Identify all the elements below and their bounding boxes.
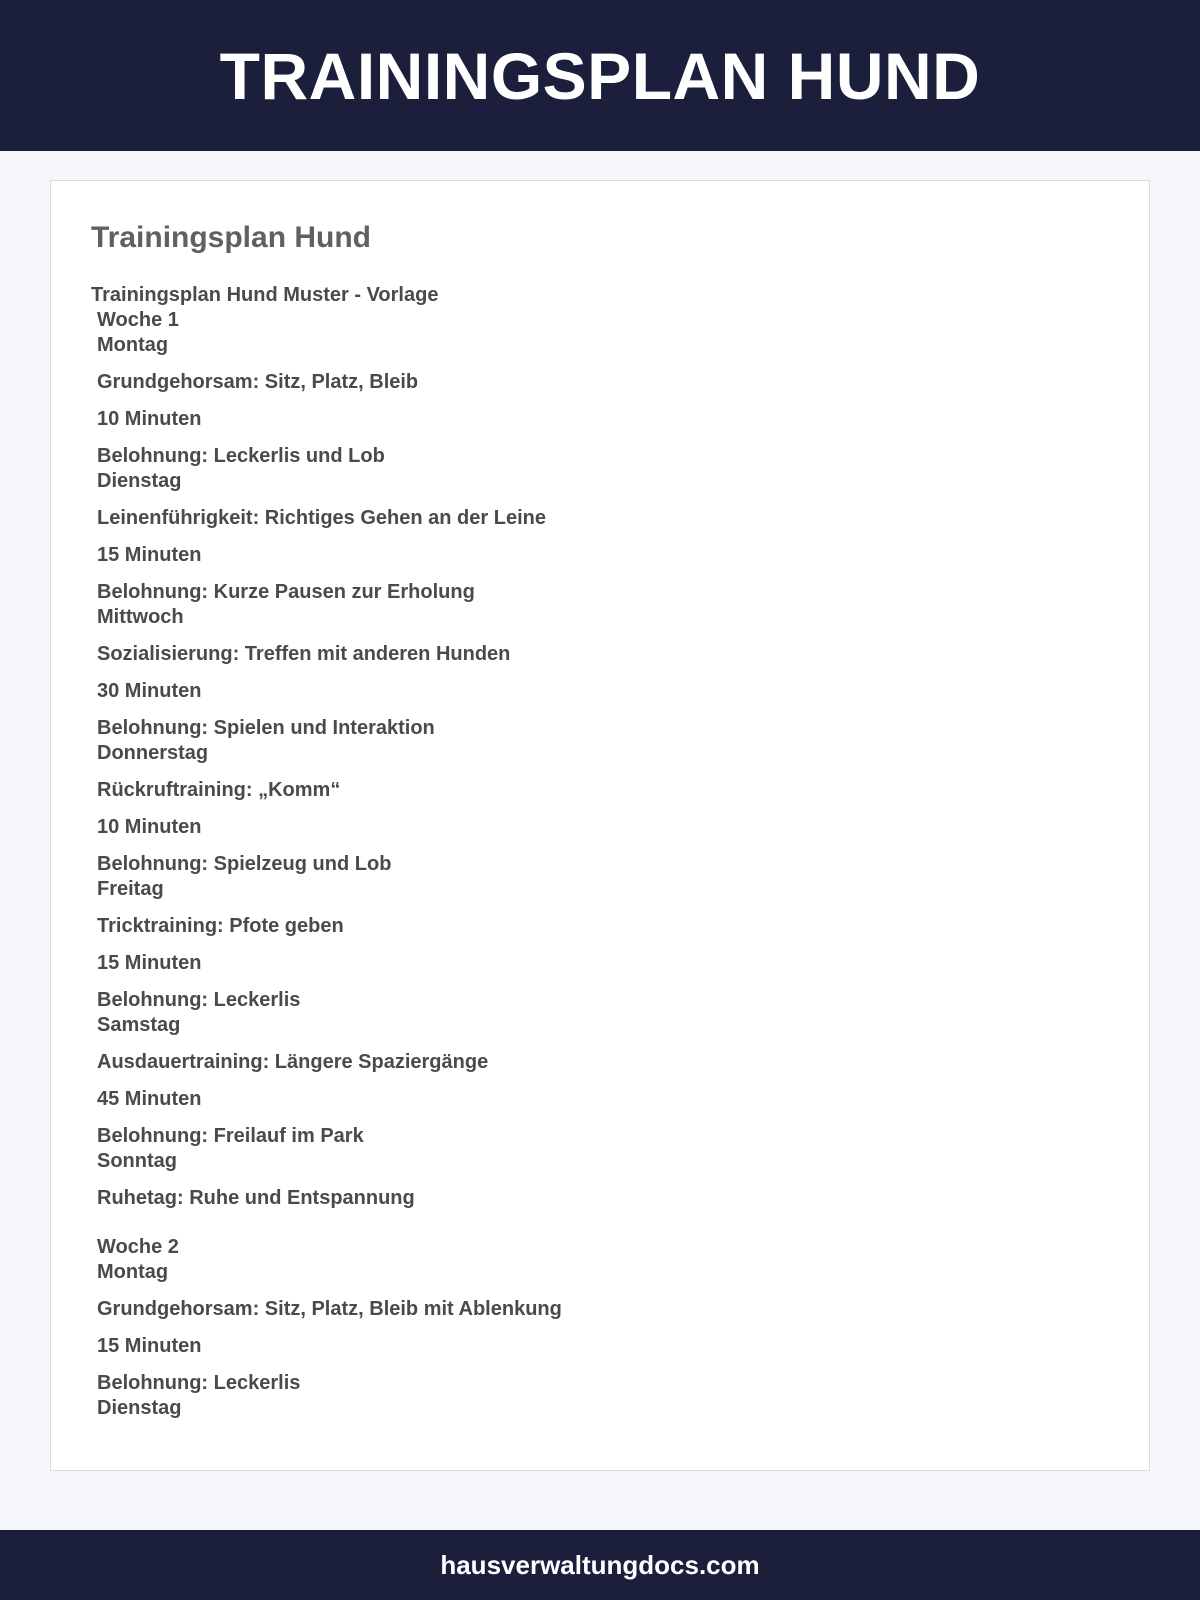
document-subtitle: Trainingsplan Hund Muster - Vorlage: [91, 284, 439, 306]
training-item: 15 Minuten: [97, 544, 202, 566]
day-label: Montag: [97, 1261, 169, 1283]
training-item: Rückruftraining: „Komm“: [97, 779, 341, 801]
document-card: [50, 180, 1150, 1471]
training-item: Ruhetag: Ruhe und Entspannung: [97, 1187, 415, 1209]
training-item: 10 Minuten: [97, 816, 202, 838]
page-footer: [0, 1530, 1200, 1600]
training-item: Sozialisierung: Treffen mit anderen Hunden: [97, 643, 511, 665]
training-item: Belohnung: Leckerlis: [97, 1372, 301, 1394]
training-item: Grundgehorsam: Sitz, Platz, Bleib: [97, 371, 419, 393]
training-item: Grundgehorsam: Sitz, Platz, Bleib mit Ablenkung: [97, 1298, 562, 1320]
training-item: Belohnung: Leckerlis und Lob: [97, 445, 385, 467]
day-label: Dienstag: [97, 470, 182, 492]
day-label: Sonntag: [97, 1150, 177, 1172]
day-label: Mittwoch: [97, 606, 184, 628]
training-item: 15 Minuten: [97, 952, 202, 974]
day-label: Donnerstag: [97, 742, 209, 764]
training-item: Ausdauertraining: Längere Spaziergänge: [97, 1051, 489, 1073]
header-title: TRAININGSPLAN HUND: [219, 38, 981, 113]
training-item: 10 Minuten: [97, 408, 202, 430]
footer-site: hausverwaltungdocs.com: [440, 1549, 760, 1580]
day-label: Samstag: [97, 1014, 181, 1036]
training-item: Belohnung: Leckerlis: [97, 989, 301, 1011]
training-item: 15 Minuten: [97, 1335, 202, 1357]
weeks-container: [91, 308, 1109, 1421]
training-item: Leinenführigkeit: Richtiges Gehen an der Leine: [97, 507, 546, 529]
week-label: Woche 2: [97, 1236, 179, 1258]
week-section: [91, 308, 1109, 1211]
training-item: Belohnung: Spielzeug und Lob: [97, 853, 392, 875]
day-label: Montag: [97, 334, 169, 356]
document-title: Trainingsplan Hund: [91, 221, 372, 254]
page-header: [0, 0, 1200, 151]
training-item: 45 Minuten: [97, 1088, 202, 1110]
week-section: [91, 1235, 1109, 1421]
training-item: Belohnung: Spielen und Interaktion: [97, 717, 435, 739]
week-label: Woche 1: [97, 309, 179, 331]
training-item: Tricktraining: Pfote geben: [97, 915, 344, 937]
training-item: 30 Minuten: [97, 680, 202, 702]
day-label: Freitag: [97, 878, 164, 900]
day-label: Dienstag: [97, 1397, 182, 1419]
training-item: Belohnung: Kurze Pausen zur Erholung: [97, 581, 475, 603]
training-item: Belohnung: Freilauf im Park: [97, 1125, 364, 1147]
